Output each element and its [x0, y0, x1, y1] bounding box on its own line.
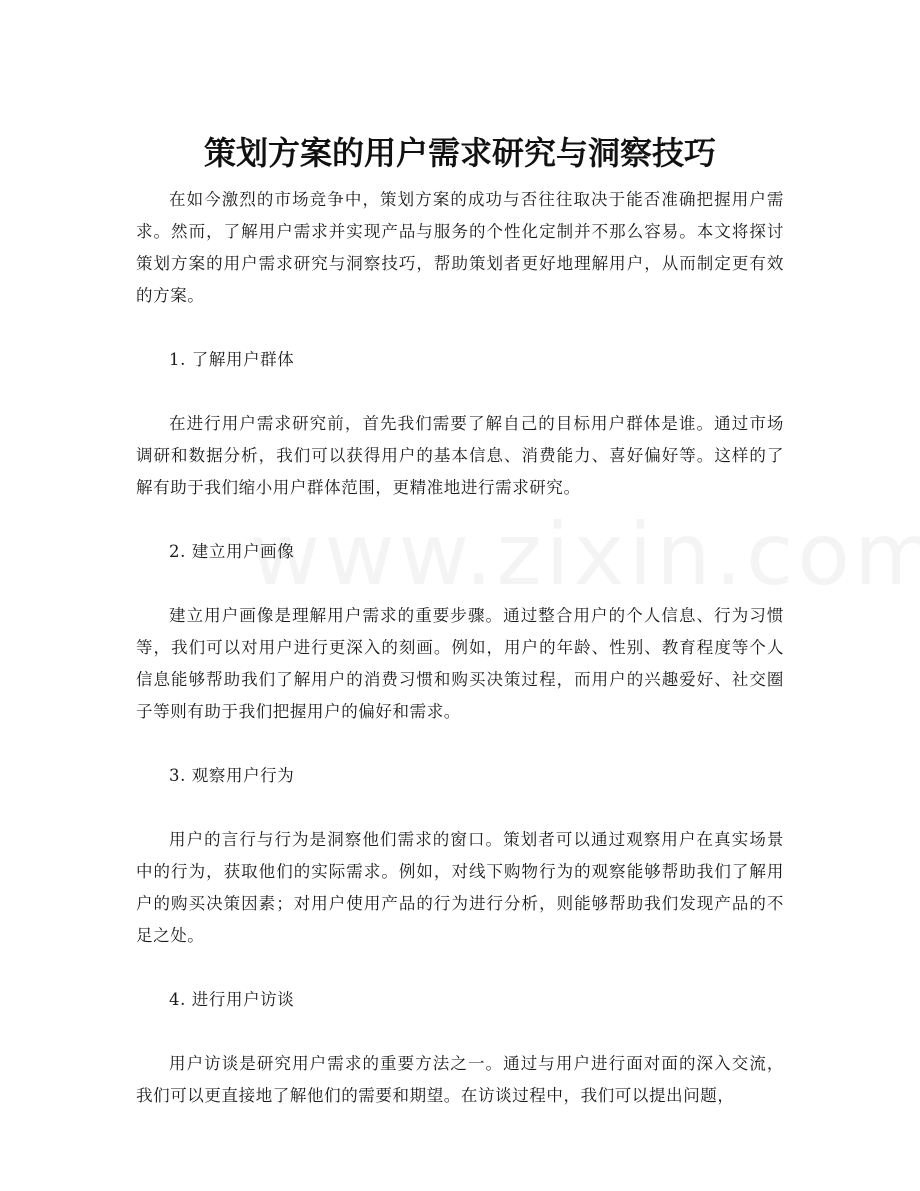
- intro-paragraph: 在如今激烈的市场竞争中，策划方案的成功与否往往取决于能否准确把握用户需求。然而，了解用户需求并实现产品与服务的个性化定制并不那么容易。本文将探讨策划方案的用户需求研究与洞察技巧，帮助策划者更好地理解用户，从而制定更有效的方案。: [136, 190, 784, 305]
- document-body: [136, 184, 784, 1144]
- section-heading-2: 2. 建立用户画像: [169, 542, 295, 561]
- document-title: 策划方案的用户需求研究与洞察技巧: [203, 134, 716, 173]
- section-heading-3: 3. 观察用户行为: [169, 766, 295, 785]
- section-heading-4: 4. 进行用户访谈: [169, 990, 295, 1009]
- section-body-1: 在进行用户需求研究前，首先我们需要了解自己的目标用户群体是谁。通过市场调研和数据分析，我们可以获得用户的基本信息、消费能力、喜好偏好等。这样的了解有助于我们缩小用户群体范围，更精准地进行需求研究。: [136, 414, 784, 497]
- section-body-2: 建立用户画像是理解用户需求的重要步骤。通过整合用户的个人信息、行为习惯等，我们可以对用户进行更深入的刻画。例如，用户的年龄、性别、教育程度等个人信息能够帮助我们了解用户的消费习惯和购买决策过程，而用户的兴趣爱好、社交圈子等则有助于我们把握用户的偏好和需求。: [136, 606, 784, 721]
- section-heading-1: 1. 了解用户群体: [169, 350, 295, 369]
- section-body-3: 用户的言行与行为是洞察他们需求的窗口。策划者可以通过观察用户在真实场景中的行为，获取他们的实际需求。例如，对线下购物行为的观察能够帮助我们了解用户的购买决策因素；对用户使用产品的行为进行分析，则能够帮助我们发现产品的不足之处。: [136, 830, 784, 945]
- section-body-4: 用户访谈是研究用户需求的重要方法之一。通过与用户进行面对面的深入交流，我们可以更直接地了解他们的需要和期望。在访谈过程中，我们可以提出问题，: [136, 1054, 784, 1105]
